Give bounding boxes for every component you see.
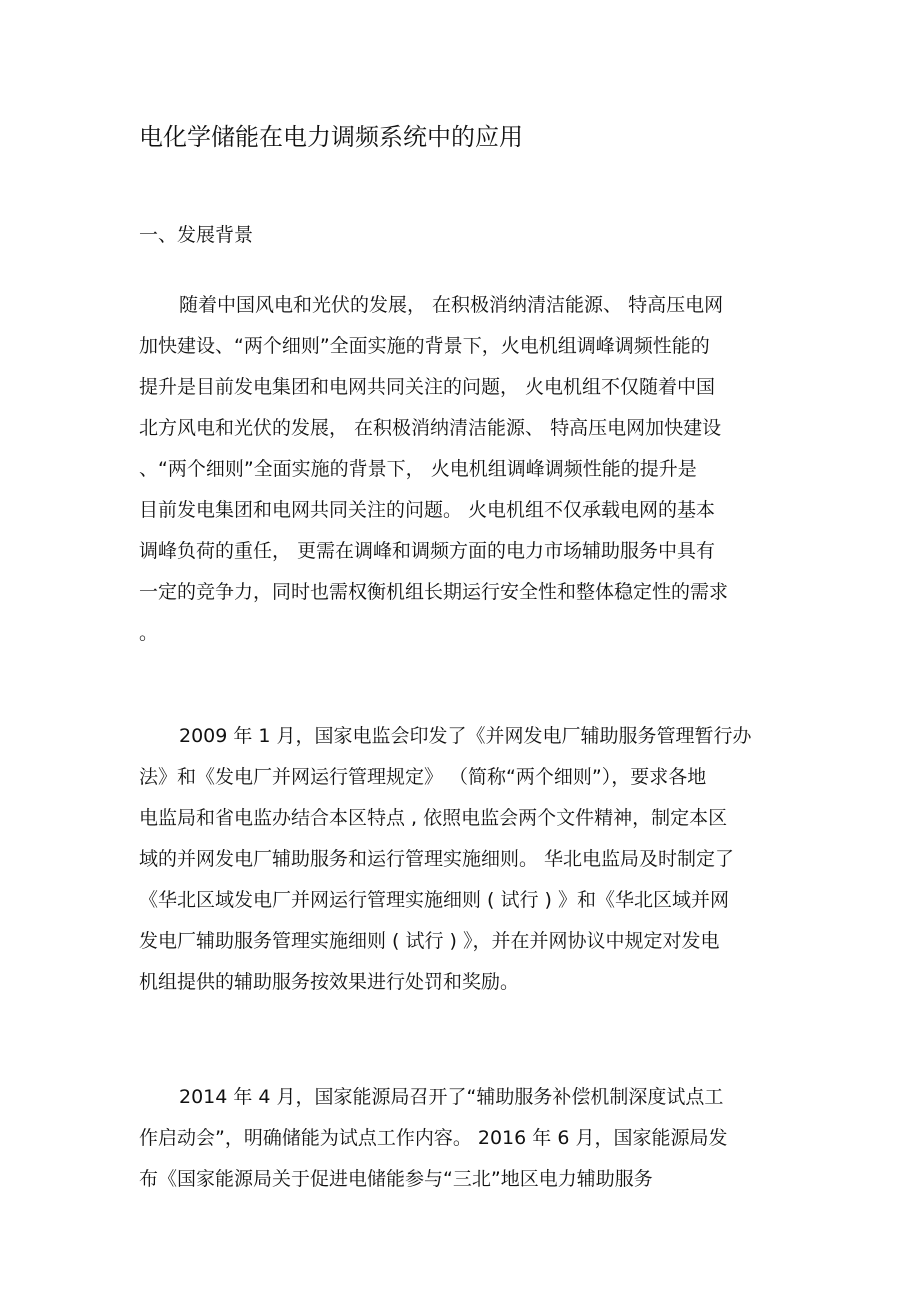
paragraph-line: 随着中国风电和光伏的发展， 在积极消纳清洁能源、 特高压电网	[179, 294, 724, 316]
paragraph-line: 2009 年 1 月，国家电监会印发了《并网发电厂辅助服务管理暂行办	[179, 725, 752, 747]
document-title: 电化学储能在电力调频系统中的应用	[139, 123, 523, 151]
paragraph-line: 布《国家能源局关于促进电储能参与“三北”地区电力辅助服务	[139, 1168, 653, 1190]
paragraph-line: 法》和《发电厂并网运行管理规定》 （简称“两个细则”），要求各地	[139, 766, 707, 788]
paragraph-background	[139, 285, 799, 654]
paragraph-line: 作启动会”，明确储能为试点工作内容。 2016 年 6 月，国家能源局发	[139, 1127, 728, 1149]
paragraph-line: 电监局和省电监办结合本区特点 , 依照电监会两个文件精神，制定本区	[139, 807, 728, 829]
paragraph-2014	[139, 1077, 799, 1200]
section-heading: 一、发展背景	[139, 224, 254, 246]
paragraph-line: 发电厂辅助服务管理实施细则 ( 试行 ) 》，并在并网协议中规定对发电	[139, 930, 720, 952]
paragraph-line: 域的并网发电厂辅助服务和运行管理实施细则。 华北电监局及时制定了	[139, 848, 735, 870]
paragraph-line: 一定的竞争力，同时也需权衡机组长期运行安全性和整体稳定性的需求	[139, 581, 729, 603]
paragraph-line: 调峰负荷的重任， 更需在调峰和调频方面的电力市场辅助服务中具有	[139, 540, 716, 562]
paragraph-line: 提升是目前发电集团和电网共同关注的问题， 火电机组不仅随着中国	[139, 376, 716, 398]
paragraph-line: 《华北区域发电厂并网运行管理实施细则 ( 试行 ) 》和《华北区域并网	[139, 889, 729, 911]
paragraph-line: 机组提供的辅助服务按效果进行处罚和奖励。	[139, 971, 520, 993]
paragraph-line: 。	[139, 622, 159, 644]
paragraph-2009	[139, 716, 799, 1003]
paragraph-line: 2014 年 4 月，国家能源局召开了“辅助服务补偿机制深度试点工	[179, 1086, 724, 1108]
paragraph-line: 北方风电和光伏的发展， 在积极消纳清洁能源、 特高压电网加快建设	[139, 417, 722, 439]
paragraph-line: 、“两个细则”全面实施的背景下， 火电机组调峰调频性能的提升是	[139, 458, 697, 480]
paragraph-line: 加快建设、“两个细则”全面实施的背景下，火电机组调峰调频性能的	[139, 335, 710, 357]
paragraph-line: 目前发电集团和电网共同关注的问题。 火电机组不仅承载电网的基本	[139, 499, 716, 521]
